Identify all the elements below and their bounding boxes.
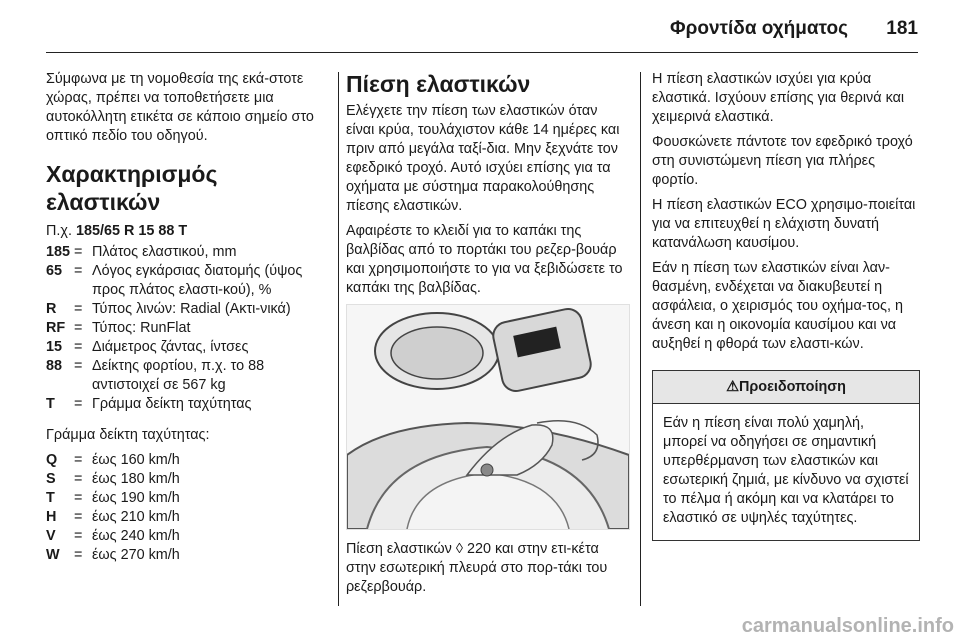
watermark: carmanualsonline.info (741, 615, 954, 637)
spec-list (46, 243, 332, 414)
speed-key: T (46, 490, 55, 506)
example-code: 185/65 R 15 88 T (75, 223, 188, 239)
valve-cap-illustration-svg (347, 305, 629, 529)
equals-sign: = (74, 396, 83, 412)
right-paragraph-2: Φουσκώνετε πάντοτε τον εφεδρικό τροχό στη συνιστώμενη πίεση για πλήρες φορτίο. (652, 134, 913, 188)
speed-row (46, 527, 332, 546)
page-number: 181 (886, 18, 918, 39)
spec-key: 185 (46, 244, 71, 260)
warning-title: Προειδοποίηση (739, 379, 846, 395)
right-paragraph-1: Η πίεση ελαστικών ισχύει για κρύα ελαστικά. Ισχύουν επίσης για θερινά και χειμερινά ελαστικά. (652, 71, 905, 125)
spec-value: Τύπος: RunFlat (92, 320, 191, 336)
equals-sign: = (74, 471, 83, 487)
speed-key: V (46, 528, 56, 544)
spec-key: RF (46, 320, 66, 336)
equals-sign: = (74, 452, 83, 468)
section-heading-tyre-pressure: Πίεση ελαστικών (346, 71, 531, 97)
pressure-paragraph-2: Αφαιρέστε το κλειδί για το καπάκι της βαλβίδας από το πορτάκι του ρεζερ-βουάρ και χρησιμοποιήστε το για να ξεβιδώσετε το καπάκι της βαλβίδας. (346, 223, 623, 296)
spec-value: Γράμμα δείκτη ταχύτητας (92, 396, 252, 412)
spec-value: Τύπος λινών: Radial (Ακτι-νικά) (92, 301, 291, 317)
speed-key: H (46, 509, 57, 525)
warning-body: Εάν η πίεση είναι πολύ χαμηλή, μπορεί να οδηγήσει σε σημαντική υπερθέρμανση των ελαστικών και εσωτερική ζημιά, με κίνδυνο να σχιστεί το πέλμα ή ακόμη και να κλατάρει το ελαστικό σε υψηλές ταχύτητες. (663, 415, 909, 526)
spec-value: Διάμετρος ζάντας, ίντσες (92, 339, 249, 355)
example-line (46, 222, 332, 241)
spec-key: 88 (46, 358, 63, 374)
speed-value: έως 210 km/h (92, 509, 180, 525)
spec-value: Πλάτος ελαστικού, mm (92, 244, 237, 260)
warning-box (652, 370, 920, 541)
equals-sign: = (74, 244, 83, 260)
speed-row (46, 489, 332, 508)
section-heading-tyre-designation: Χαρακτηρισμός ελαστικών (46, 161, 218, 215)
speed-row (46, 470, 332, 489)
example-prefix: Π.χ. (46, 223, 76, 239)
spec-key: 15 (46, 339, 63, 355)
speed-row (46, 508, 332, 527)
speed-key: S (46, 471, 56, 487)
right-paragraph-4: Εάν η πίεση των ελαστικών είναι λαν-θασμένη, ενδέχεται να διακυβευτεί η ασφάλεια, ο χειρισμός του οχήμα-τος, η άνεση και η οικονομία καυσίμου και να αυξηθεί η φθορά των ελαστι-κών. (652, 260, 903, 352)
warning-header (653, 371, 919, 404)
equals-sign: = (74, 301, 83, 317)
equals-sign: = (74, 339, 83, 355)
speed-value: έως 240 km/h (92, 528, 180, 544)
caption-text-cont: 220 και στην ετι-κέτα στην εσωτερική πλευρά στο πορ-τάκι του ρεζερβουάρ. (346, 541, 608, 595)
spec-row (46, 395, 332, 414)
speed-value: έως 270 km/h (92, 547, 180, 563)
equals-sign: = (74, 490, 83, 506)
spec-value: Λόγος εγκάρσιας διατομής (ύψος προς πλάτος ελαστι-κού), % (92, 263, 303, 298)
column-divider (338, 72, 339, 606)
equals-sign: = (74, 509, 83, 525)
equals-sign: = (74, 358, 83, 374)
right-paragraph-3: Η πίεση ελαστικών ECO χρησιμο-ποιείται για να επιτευχθεί η ελάχιστη δυνατή κατανάλωση καυσίμου. (652, 197, 916, 251)
speed-row (46, 451, 332, 470)
spec-key: 65 (46, 263, 63, 279)
page-reference-icon: ◊ (455, 541, 463, 557)
speed-list (46, 451, 332, 565)
speed-intro: Γράμμα δείκτη ταχύτητας: (46, 427, 210, 443)
speed-value: έως 160 km/h (92, 452, 180, 468)
column-divider (640, 72, 641, 606)
illustration-caption (346, 540, 628, 597)
valve-illustration (346, 304, 630, 530)
equals-sign: = (74, 263, 83, 279)
pressure-paragraph-1: Ελέγχετε την πίεση των ελαστικών όταν είναι κρύα, τουλάχιστον κάθε 14 ημέρες και πριν από μεγάλα ταξί-δια. Μην ξεχνάτε τον εφεδρικό τροχό. Αυτό ισχύει επίσης για τα οχήματα με σύστημα παρακολούθησης πίεσης ελαστικών. (346, 103, 620, 214)
header-rule (46, 52, 918, 53)
speed-row (46, 546, 332, 565)
equals-sign: = (74, 528, 83, 544)
equals-sign: = (74, 547, 83, 563)
spec-row (46, 357, 332, 395)
warning-triangle-icon: ⚠ (726, 379, 740, 395)
speed-value: έως 190 km/h (92, 490, 180, 506)
spec-row (46, 319, 332, 338)
intro-paragraph: Σύμφωνα με τη νομοθεσία της εκά-στοτε χώρας, πρέπει να τοποθετήσετε μια αυτοκόλλητη ετικέτα σε κάποιο σημείο στο οπτικό πεδίο του οδηγού. (46, 71, 314, 144)
spec-row (46, 300, 332, 319)
column-right (652, 70, 920, 541)
speed-key: W (46, 547, 60, 563)
spec-row (46, 243, 332, 262)
spec-row (46, 262, 332, 300)
page-title: Φροντίδα οχήματος (670, 18, 848, 39)
caption-text: Πίεση ελαστικών (346, 541, 456, 557)
spec-key: T (46, 396, 55, 412)
spec-value: Δείκτης φορτίου, π.χ. το 88 αντιστοιχεί σε 567 kg (92, 358, 265, 393)
column-left (46, 70, 332, 565)
equals-sign: = (74, 320, 83, 336)
spacer (46, 414, 332, 426)
speed-value: έως 180 km/h (92, 471, 180, 487)
page-header (0, 0, 960, 56)
spec-row (46, 338, 332, 357)
spec-key: R (46, 301, 57, 317)
column-middle (346, 70, 628, 603)
speed-key: Q (46, 452, 58, 468)
